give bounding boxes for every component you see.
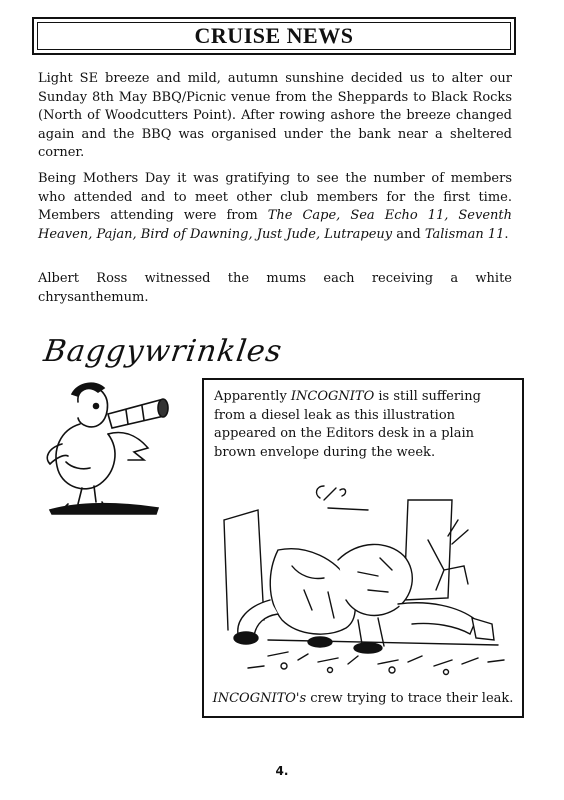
engine-room-illustration (208, 480, 520, 680)
illustration-text-rest: is still suffering from a diesel leak as this illustration appeared on the Editors desk in a plain brown envelope during the week. (214, 389, 481, 460)
title-box (32, 17, 516, 55)
page-title: CRUISE NEWS (37, 22, 511, 50)
section-title-baggywrinkles: Baggywrinkles (41, 334, 285, 369)
paragraph-mothers-day-lead: Being Mothers Day it was gratifying to see the number of members who attended and to meet other club members for the first time. Members attending were from (38, 171, 512, 223)
boat-name: INCOGNITO (290, 389, 375, 404)
caption-boat-name: INCOGNITO's (212, 691, 307, 706)
illustration-caption (204, 691, 522, 706)
period: . (504, 226, 509, 242)
boat-list: The Cape, Sea Echo 11, Seventh Heaven, Pajan, Bird of Dawning, Just Jude, Lutrapeuy (38, 208, 513, 242)
page-number: 4. (275, 764, 289, 778)
paragraph-albert-ross: Albert Ross witnessed the mums each receiving a white chrysanthemum. (38, 271, 512, 305)
paragraph-bbq-venue: Light SE breeze and mild, autumn sunshine decided us to alter our Sunday 8th May BBQ/Picnic venue from the Sheppards to Black Rocks (North of Woodcutters Point). After rowing ashore the breeze changed again and the BBQ was organised under the bank near a sheltered corner. (38, 71, 512, 160)
bird-telescope-cartoon (38, 372, 188, 517)
paragraph-mothers-day (38, 170, 512, 244)
conjunction: and (392, 226, 425, 242)
illustration-text-lead: Apparently (214, 389, 291, 404)
boat-talisman: Talisman 11 (424, 226, 505, 242)
illustration-box (202, 378, 524, 718)
illustration-text (214, 388, 514, 462)
caption-rest: crew trying to trace their leak. (306, 691, 514, 706)
